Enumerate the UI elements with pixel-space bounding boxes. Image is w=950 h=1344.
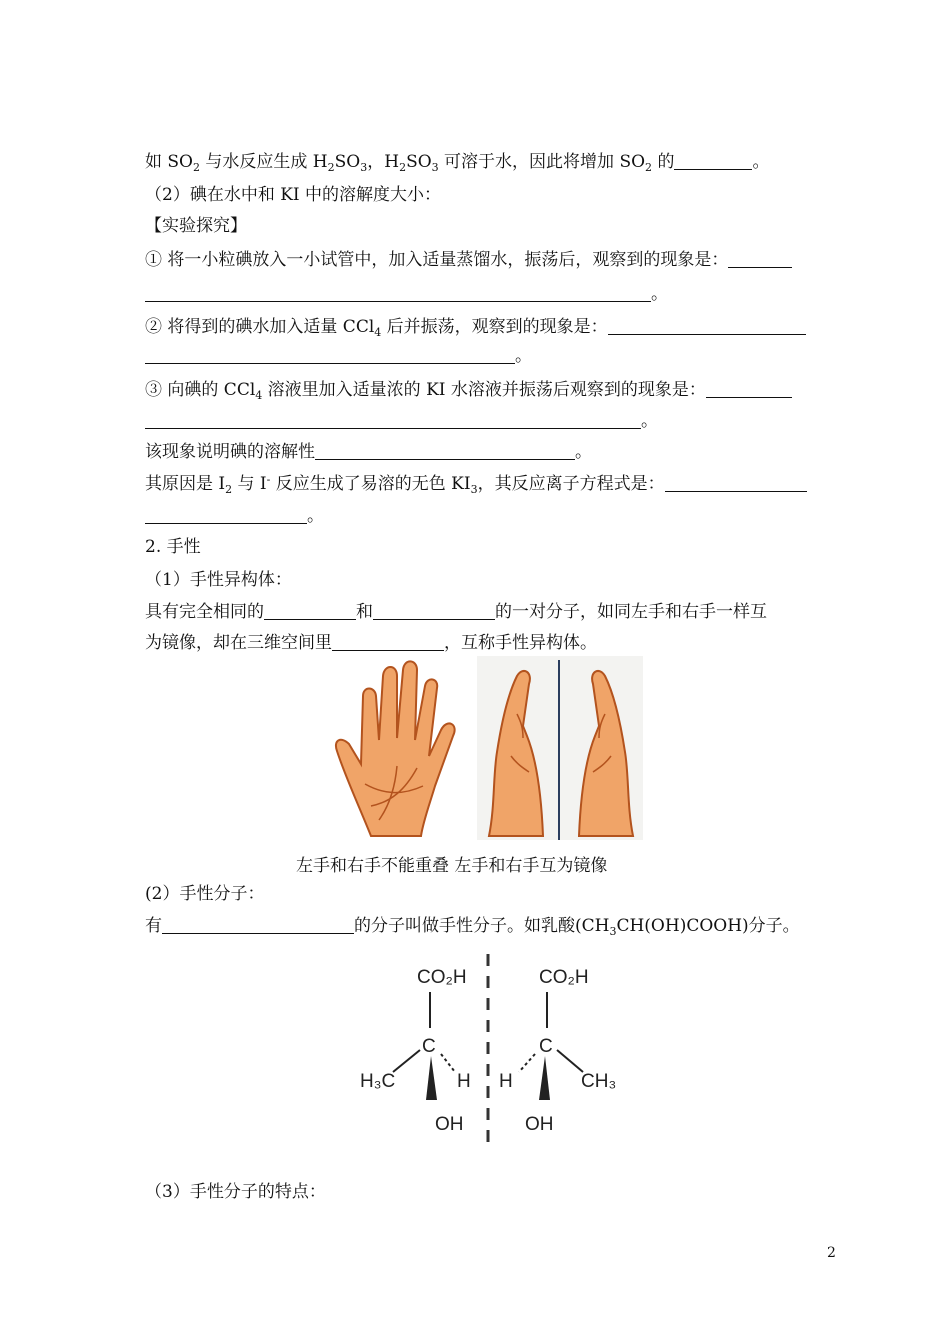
left-center-atom: C: [422, 1036, 436, 1057]
answer-blank[interactable]: [706, 380, 792, 398]
left-top-group: CO₂H: [417, 967, 467, 988]
answer-blank[interactable]: [728, 250, 792, 268]
question-1: ① 将一小粒碘放入一小试管中，加入适量蒸馏水，振荡后，观察到的现象是：: [145, 248, 837, 272]
section-label-experiment: 【实验探究】: [145, 216, 247, 236]
question-3: ③ 向碘的 CCl$_4$ 溶液里加入适量浓的 KI 水溶液并振荡后观察到的现象是：: [145, 378, 837, 402]
chiral-molecule-definition: 有 的分子叫做手性分子。如乳酸$(CH_3CH(OH)COOH)$分子。: [145, 916, 800, 938]
answer-blank[interactable]: [373, 602, 495, 620]
question-2-cont: 。: [145, 344, 837, 368]
subheading-chiral-features: （3）手性分子的特点：: [145, 1182, 326, 1202]
left-enantiomer: [360, 967, 471, 1135]
left-right-group: H: [457, 1071, 471, 1092]
text-line-subheading: （2）碘在水中和 KI 中的溶解度大小：: [145, 185, 442, 205]
subheading-chiral-molecule: (2）手性分子：: [145, 884, 265, 904]
section-heading-chirality: 2. 手性: [145, 537, 201, 557]
answer-blank[interactable]: [264, 602, 356, 620]
answer-blank[interactable]: [162, 916, 354, 934]
answer-blank[interactable]: [674, 152, 752, 170]
right-left-group: H: [499, 1071, 513, 1092]
lactic-acid-enantiomers-diagram: [355, 950, 625, 1165]
answer-blank[interactable]: [608, 317, 806, 335]
left-bottom-group: OH: [435, 1114, 464, 1135]
hands-illustration: [331, 656, 643, 842]
question-1-cont: 。: [145, 282, 837, 306]
subheading-chiral-isomers: （1）手性异构体：: [145, 570, 292, 590]
answer-blank[interactable]: [145, 506, 307, 524]
solubility-statement: 该现象说明碘的溶解性 。: [145, 442, 592, 462]
chiral-isomer-definition-cont: 为镜像，却在三维空间里 ，互称手性异构体。: [145, 633, 597, 653]
right-right-group: CH₃: [581, 1071, 617, 1092]
answer-blank[interactable]: [145, 411, 641, 429]
reason-statement: 其原因是 $I_2$ 与 I- 反应生成了易溶的无色 $KI_3$，其反应离子方程式是：: [145, 472, 837, 496]
page-number: 2: [827, 1245, 836, 1261]
answer-blank[interactable]: [665, 474, 807, 492]
right-enantiomer: [499, 967, 616, 1135]
question-3-cont: 。: [145, 409, 837, 433]
right-bottom-group: OH: [525, 1114, 554, 1135]
reason-statement-cont: 。: [145, 504, 837, 528]
answer-blank[interactable]: [145, 284, 651, 302]
figure-caption: 左手和右手不能重叠 左手和右手互为镜像: [296, 856, 608, 876]
left-left-group: H₃C: [360, 1071, 396, 1092]
answer-blank[interactable]: [315, 442, 575, 460]
answer-blank[interactable]: [145, 346, 515, 364]
text-line-so2: 如 $SO_2$ 与水反应生成 $H_2SO_3$，$H_2SO_3$ 可溶于水，因此将增加 $SO_2$ 的 。: [145, 152, 770, 174]
right-center-atom: C: [539, 1036, 553, 1057]
answer-blank[interactable]: [332, 633, 444, 651]
question-2: ② 将得到的碘水加入适量 CCl$_4$ 后并振荡，观察到的现象是：: [145, 315, 837, 339]
right-top-group: CO₂H: [539, 967, 589, 988]
chiral-isomer-definition: 具有完全相同的 和 的一对分子，如同左手和右手一样互: [145, 602, 767, 622]
